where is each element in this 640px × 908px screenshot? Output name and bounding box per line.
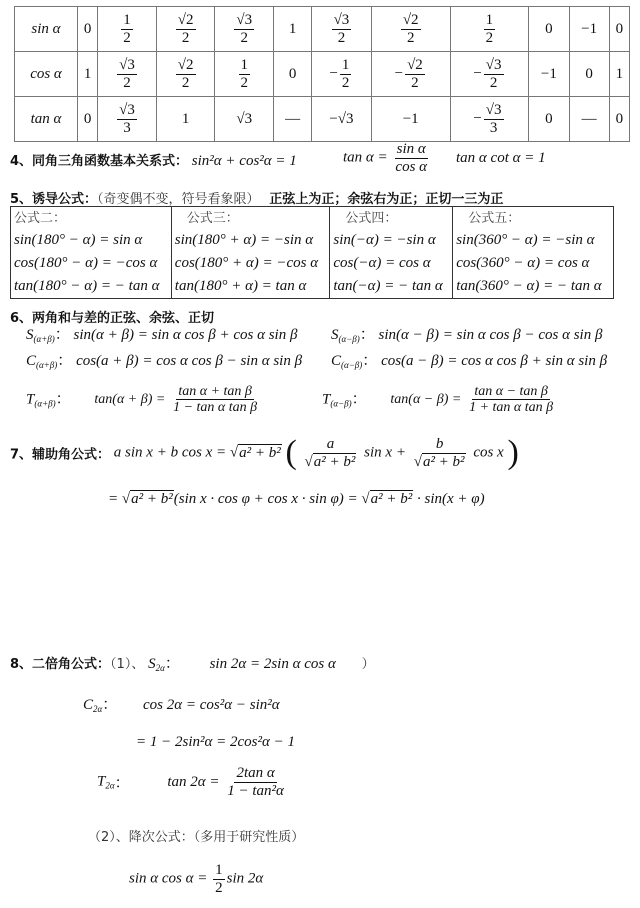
aux-line-2: = √a² + b²(sin x · cos φ + cos x · sin φ) = √a² + b² · sin(x + φ)	[108, 491, 485, 507]
reduction-formula: cos(180° − α) = −cos α	[14, 255, 158, 271]
label-s: S	[26, 327, 34, 343]
double-tan-formula	[97, 765, 288, 799]
table-cell	[215, 52, 274, 97]
reduction-column	[171, 207, 330, 299]
denominator: 2	[123, 29, 131, 46]
colon: ：	[164, 656, 180, 672]
numerator: √3	[485, 57, 502, 73]
label-sub: (α−β)	[341, 360, 363, 370]
section-5-sign-rule: 正弦上为正；余弦右为正；正切一三为正	[269, 192, 504, 207]
table-cell: 0	[274, 52, 312, 97]
formula: cos 2α = cos²α − sin²α	[143, 697, 280, 713]
denominator: 2	[215, 879, 223, 896]
section-5-heading: 5、诱导公式：	[10, 192, 98, 207]
sign: −	[394, 65, 404, 82]
colon: ：	[114, 775, 130, 792]
fraction-b	[412, 436, 468, 470]
table-cell	[450, 7, 529, 52]
section-7-heading: 7、辅助角公式：	[10, 447, 111, 463]
table-cell	[215, 7, 274, 52]
colon: ：	[102, 697, 118, 713]
numerator: √2	[177, 57, 194, 73]
expanded-form: (sin x · cos φ + cos x · sin φ) =	[173, 491, 358, 507]
radicand: a² + b²	[313, 453, 356, 470]
numerator: 1	[341, 57, 350, 73]
numerator: √3	[119, 102, 135, 118]
fraction	[484, 102, 504, 136]
colon: ：	[359, 327, 375, 343]
label-sub: (α+β)	[33, 334, 55, 344]
section-7	[10, 434, 519, 472]
numerator: √2	[407, 57, 423, 73]
table-cell	[156, 52, 215, 97]
section-5-header	[10, 188, 503, 208]
sqrt-expression: √a² + b²	[229, 444, 281, 461]
table-cell: 0	[609, 7, 629, 52]
diff-sin-formula	[331, 323, 602, 344]
reduction-formula: sin(360° − α) = −sin α	[456, 232, 595, 248]
numerator: tan α + tan β	[178, 384, 252, 399]
table-cell	[312, 52, 372, 97]
table-row	[15, 52, 630, 97]
numerator: b	[435, 436, 444, 452]
fraction	[340, 57, 352, 91]
row-label: cos α	[15, 52, 78, 97]
trig-value-table	[14, 6, 630, 142]
reduction-formula: tan(−α) = − tan α	[333, 278, 443, 294]
lhs: tan 2α =	[167, 773, 220, 790]
table-cell: 1	[78, 52, 98, 97]
table-cell: 0	[569, 52, 609, 97]
table-cell: 1	[609, 52, 629, 97]
section-8-heading: 8、二倍角公式：	[10, 657, 111, 672]
label-sub: 2α	[105, 780, 115, 791]
table-cell	[371, 7, 450, 52]
denominator: 2	[341, 74, 350, 91]
equals: =	[108, 491, 122, 507]
reduction-formula: sin(180° − α) = sin α	[14, 232, 143, 248]
fraction	[121, 12, 133, 46]
label-s: S	[331, 327, 339, 343]
table-cell: −1	[569, 7, 609, 52]
denominator: 1 + tan α tan β	[469, 400, 554, 416]
denominator: 2	[411, 74, 419, 91]
product-to-double-formula	[129, 862, 263, 896]
table-cell: 0	[529, 97, 569, 142]
fraction	[171, 384, 259, 416]
table-cell	[450, 97, 529, 142]
reduction-power-heading: （2）、降次公式：（多用于研究性质）	[88, 830, 305, 845]
identity-tan-quotient	[343, 141, 431, 175]
table-cell: 0	[78, 7, 98, 52]
sign: −	[329, 65, 338, 82]
row-label: tan α	[15, 97, 78, 142]
half-fraction	[213, 862, 225, 896]
table-cell	[450, 52, 529, 97]
section-4	[10, 150, 297, 170]
table-cell	[371, 52, 450, 97]
numerator: √2	[402, 12, 419, 28]
fraction	[117, 57, 137, 91]
label-s: S	[148, 656, 156, 672]
column-title: 公式四：	[345, 211, 398, 226]
sin-x-term: sin x +	[364, 444, 406, 461]
reduction-formula-table	[10, 206, 614, 299]
numerator: √3	[119, 57, 135, 73]
double-cos-formula	[83, 693, 280, 714]
denominator: √a² + b²	[413, 453, 465, 470]
label-sub: (α−β)	[330, 398, 352, 409]
numerator: 1	[123, 12, 131, 28]
denominator: 3	[489, 119, 498, 136]
formula: cos(a − β) = cos α cos β + sin α sin β	[381, 353, 608, 369]
denominator: 1 − tan α tan β	[173, 400, 258, 416]
label-c: C	[26, 353, 37, 369]
numerator: √3	[236, 12, 253, 28]
denominator: cos α	[395, 158, 428, 175]
formula: cos(a + β) = cos α cos β − sin α sin β	[76, 353, 303, 369]
radicand: a² + b²	[422, 453, 465, 470]
column-title: 公式二：	[14, 211, 67, 226]
formula: sin(α − β) = sin α cos β − cos α sin β	[378, 327, 603, 343]
table-cell: −1	[529, 52, 569, 97]
section-5-note: （奇变偶不变，符号看象限）	[97, 192, 260, 207]
numerator: tan α − tan β	[474, 384, 548, 399]
fraction	[467, 384, 555, 416]
identity-pythagorean: sin²α + cos²α = 1	[191, 153, 297, 169]
table-cell: 1	[156, 97, 215, 142]
table-cell: 0	[78, 97, 98, 142]
fraction	[401, 12, 421, 46]
label-t: T	[26, 391, 35, 408]
numerator: √3	[485, 102, 502, 118]
reduction-formula: tan(360° − α) = − tan α	[456, 278, 602, 294]
table-cell: —	[274, 97, 312, 142]
table-cell: √3	[215, 97, 274, 142]
denominator: 2	[240, 74, 249, 91]
section-4-heading: 4、同角三角函数基本关系式：	[10, 154, 189, 169]
fraction	[176, 12, 196, 46]
sum-tan-formula	[26, 384, 261, 416]
table-cell: 1	[274, 7, 312, 52]
fraction-a	[303, 436, 359, 470]
reduction-formula: cos(180° + α) = −cos α	[174, 255, 319, 271]
numerator: √3	[333, 12, 350, 28]
numerator: √2	[177, 12, 194, 28]
label-t: T	[322, 391, 331, 408]
denominator: 2	[489, 74, 498, 91]
reduction-column	[11, 207, 172, 299]
denominator: 1 − tan²α	[227, 782, 284, 799]
reduction-formula: cos(−α) = cos α	[333, 255, 431, 271]
table-cell	[98, 97, 157, 142]
table-cell: −1	[371, 97, 450, 142]
table-cell: −√3	[312, 97, 372, 142]
label-c: C	[331, 353, 342, 369]
table-cell	[98, 52, 157, 97]
denominator: 2	[181, 29, 190, 46]
colon: ：	[362, 353, 378, 369]
diff-tan-formula	[322, 384, 557, 416]
table-cell: —	[569, 97, 609, 142]
denominator: 3	[123, 119, 131, 136]
fraction	[332, 12, 352, 46]
reduction-formula: sin(180° + α) = −sin α	[174, 232, 314, 248]
colon: ：	[55, 391, 71, 408]
rhs: sin 2α	[226, 870, 264, 887]
part-1-label: （1）、	[110, 657, 145, 672]
fraction	[176, 57, 196, 91]
lhs: tan(α + β) =	[94, 392, 166, 408]
diff-cos-formula	[331, 349, 607, 370]
label-sub: (α+β)	[34, 398, 56, 409]
denominator: 2	[337, 29, 346, 46]
numerator: 1	[240, 57, 249, 73]
denominator: √a² + b²	[304, 453, 356, 470]
numerator: 1	[485, 12, 494, 28]
sign: −	[473, 65, 482, 82]
reduction-formula: tan(180° − α) = − tan α	[14, 278, 160, 294]
double-cos-alt-forms: = 1 − 2sin²α = 2cos²α − 1	[136, 734, 295, 750]
sum-cos-formula	[26, 349, 302, 370]
section-6-heading: 6、两角和与差的正弦、余弦、正切	[10, 311, 215, 326]
identity-tan-cot: tan α cot α = 1	[456, 150, 546, 166]
fraction	[117, 102, 137, 136]
table-cell: 0	[609, 97, 629, 142]
label-t: T	[97, 773, 106, 790]
denominator: 2	[181, 74, 190, 91]
lhs: sin α cos α =	[129, 870, 208, 887]
numerator: 1	[215, 862, 223, 878]
denominator: 2	[123, 74, 131, 91]
table-cell	[312, 7, 372, 52]
left-paren: (	[285, 434, 297, 471]
tan-quotient-fraction	[393, 141, 429, 175]
right-paren: )	[507, 434, 519, 471]
numerator: a	[326, 436, 335, 452]
sign: −	[473, 110, 482, 127]
radicand: a² + b²	[239, 444, 281, 461]
denominator: 2	[240, 29, 249, 46]
colon: ：	[57, 353, 73, 369]
denominator: 2	[406, 29, 415, 46]
reduction-column	[453, 207, 614, 299]
formula: sin(α + β) = sin α cos β + cos α sin β	[73, 327, 298, 343]
radicand: a² + b²	[131, 491, 173, 507]
reduction-column	[330, 207, 453, 299]
label-sub: 2α	[93, 704, 103, 714]
reduction-formula: sin(−α) = −sin α	[333, 232, 436, 248]
table-cell	[156, 7, 215, 52]
column-title: 公式五：	[468, 211, 521, 226]
denominator: 2	[485, 29, 494, 46]
colon: ：	[54, 327, 70, 343]
fraction	[484, 57, 504, 91]
section-8-line1	[10, 652, 375, 673]
fraction	[225, 765, 286, 799]
lhs: tan(α − β) =	[390, 392, 462, 408]
cos-x-term: cos x	[473, 444, 504, 461]
label-sub: 2α	[155, 663, 165, 673]
aux-lhs: a sin x + b cos x =	[113, 444, 227, 461]
double-sin-formula: sin 2α = 2sin α cos α	[209, 656, 336, 672]
table-row	[15, 97, 630, 142]
column-title: 公式三：	[186, 211, 239, 226]
table-row	[15, 7, 630, 52]
table-cell	[98, 7, 157, 52]
fraction	[484, 12, 496, 46]
sum-sin-formula	[26, 323, 297, 344]
fraction	[239, 57, 251, 91]
label-c: C	[83, 697, 94, 713]
reduction-formula: tan(180° + α) = tan α	[174, 278, 307, 294]
tan-quotient-lhs: tan α =	[343, 149, 388, 166]
numerator: 2tan α	[236, 765, 275, 781]
numerator: sin α	[396, 141, 426, 157]
reduction-formula: cos(360° − α) = cos α	[456, 255, 590, 271]
table-cell: 0	[529, 7, 569, 52]
fraction	[234, 12, 254, 46]
close-paren: ）	[361, 657, 375, 672]
result: · sin(x + φ)	[417, 491, 485, 507]
label-sub: (α+β)	[36, 360, 58, 370]
row-label: sin α	[15, 7, 78, 52]
fraction	[405, 57, 425, 91]
radicand: a² + b²	[370, 491, 413, 507]
label-sub: (α−β)	[338, 334, 360, 344]
colon: ：	[351, 391, 367, 408]
